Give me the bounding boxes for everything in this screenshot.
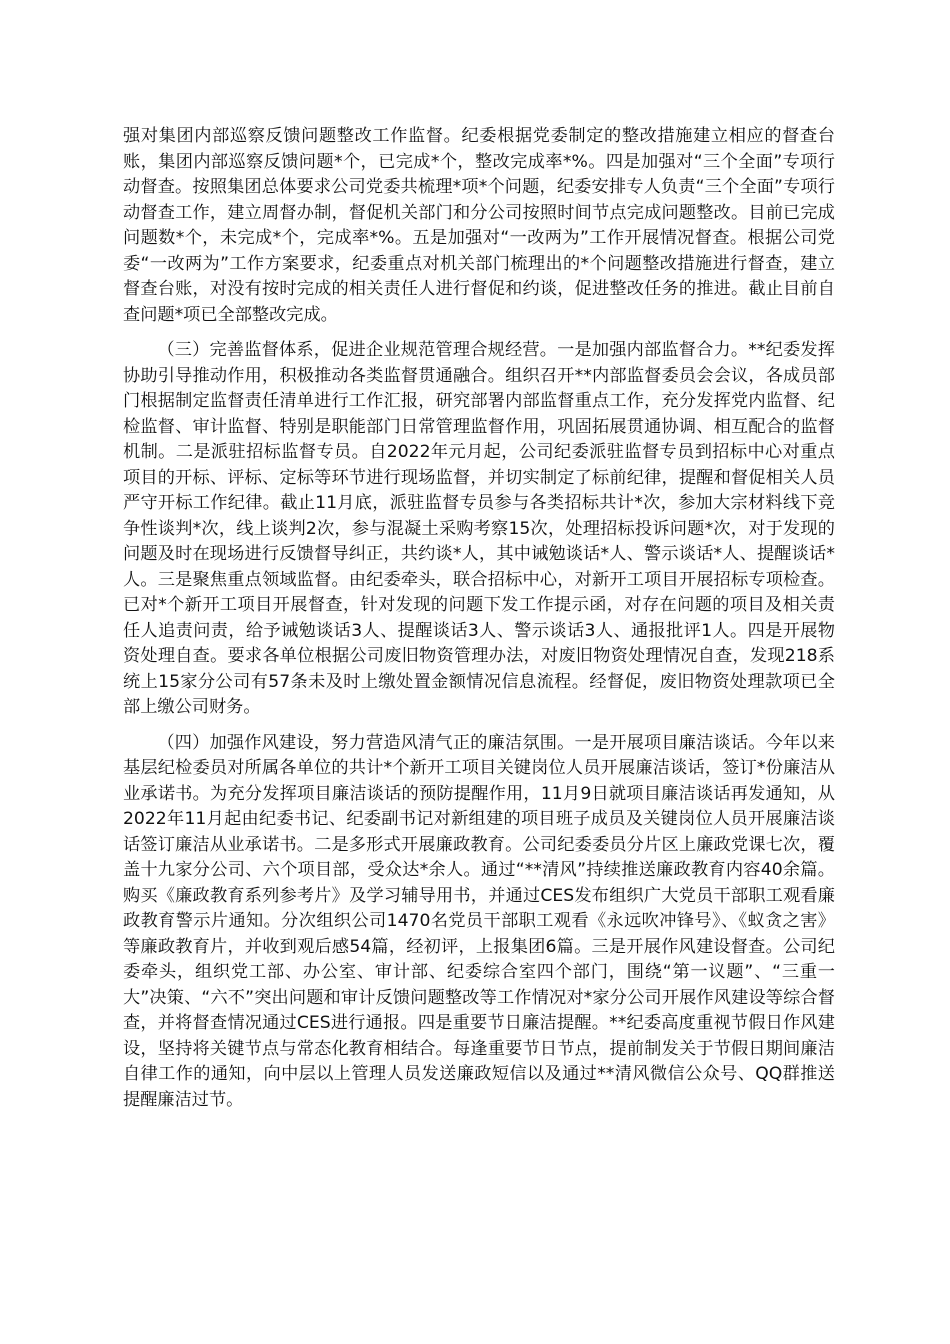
paragraph-section-four: （四）加强作风建设，努力营造风清气正的廉洁氛围。一是开展项目廉洁谈话。今年以来基层纪检委员对所属各单位的共计*个新开工项目关键岗位人员开展廉洁谈话，签订*份廉洁从业承诺书。为充分发挥项目廉洁谈话的预防提醒作用，11月9日就项目廉洁谈话再发通知，从2022年11月起由纪委书记、纪委副书记对新组建的项目班子成员及关键岗位人员开展廉洁谈话签订廉洁从业承诺书。二是多形式开展廉政教育。公司纪委委员分片区上廉政党课七次，覆盖十九家分公司、六个项目部，受众达*余人。通过“**清风”持续推送廉政教育内容40余篇。购买《廉政教育系列参考片》及学习辅导用书，并通过CES发布组织广大党员干部职工观看廉政教育警示片通知。分次组织公司1470名党员干部职工观看《永远吹冲锋号》、《蚁贪之害》等廉政教育片，并收到观后感54篇，经初评，上报集团6篇。三是开展作风建设督查。公司纪委牵头，组织党工部、办公室、审计部、纪委综合室四个部门，围绕“第一议题”、“三重一大”决策、“六不”突出问题和审计反馈问题整改等工作情况对*家分公司开展作风建设等综合督查，并将督查情况通过CES进行通报。四是重要节日廉洁提醒。**纪委高度重视节假日作风建设，坚持将关键节点与常态化教育相结合。每逢重要节日节点，提前制发关于节假日期间廉洁自律工作的通知，向中层以上管理人员发送廉政短信以及通过**清风微信公众号、QQ群推送提醒廉洁过节。 bbox=[123, 732, 835, 1110]
paragraph-supervision-continued: 强对集团内部巡察反馈问题整改工作监督。纪委根据党委制定的整改措施建立相应的督查台账，集团内部巡察反馈问题*个，已完成*个，整改完成率*%。四是加强对“三个全面”专项行动督查。按照集团总体要求公司党委共梳理*项*个问题，纪委安排专人负责“三个全面”专项行动督查工作，建立周督办制，督促机关部门和分公司按照时间节点完成问题整改。目前已完成问题数*个，未完成*个，完成率*%。五是加强对“一改两为”工作开展情况督查。根据公司党委“一改两为”工作方案要求，纪委重点对机关部门梳理出的*个问题整改措施进行督查，建立督查台账，对没有按时完成的相关责任人进行督促和约谈，促进整改任务的推进。截止目前自查问题*项已全部整改完成。 bbox=[123, 126, 835, 325]
paragraph-section-three: （三）完善监督体系，促进企业规范管理合规经营。一是加强内部监督合力。**纪委发挥协助引导推动作用，积极推动各类监督贯通融合。组织召开**内部监督委员会会议，各成员部门根据制定监督责任清单进行工作汇报，研究部署内部监督重点工作，充分发挥党内监督、纪检监督、审计监督、特别是职能部门日常管理监督作用，巩固拓展贯通协调、相互配合的监督机制。二是派驻招标监督专员。自2022年元月起，公司纪委派驻监督专员到招标中心对重点项目的开标、评标、定标等环节进行现场监督，并切实制定了标前纪律，提醒和督促相关人员严守开标工作纪律。截止11月底，派驻监督专员参与各类招标共计*次，参加大宗材料线下竞争性谈判*次，线上谈判2次，参与混凝土采购考察15次，处理招标投诉问题*次，对于发现的问题及时在现场进行反馈督导纠正，共约谈*人，其中诫勉谈话*人、警示谈话*人、提醒谈话*人。三是聚焦重点领域监督。由纪委牵头，联合招标中心，对新开工项目开展招标专项检查。已对*个新开工项目开展督查，针对发现的问题下发工作提示函，对存在问题的项目及相关责任人追责问责，给予诫勉谈话3人、提醒谈话3人、警示谈话3人、通报批评1人。四是开展物资处理自查。要求各单位根据公司废旧物资管理办法，对废旧物资处理情况自查，发现218系统上15家分公司有57条未及时上缴处置金额情况信息流程。经督促，废旧物资处理款项已全部上缴公司财务。 bbox=[123, 340, 835, 717]
document-body bbox=[123, 124, 835, 1123]
